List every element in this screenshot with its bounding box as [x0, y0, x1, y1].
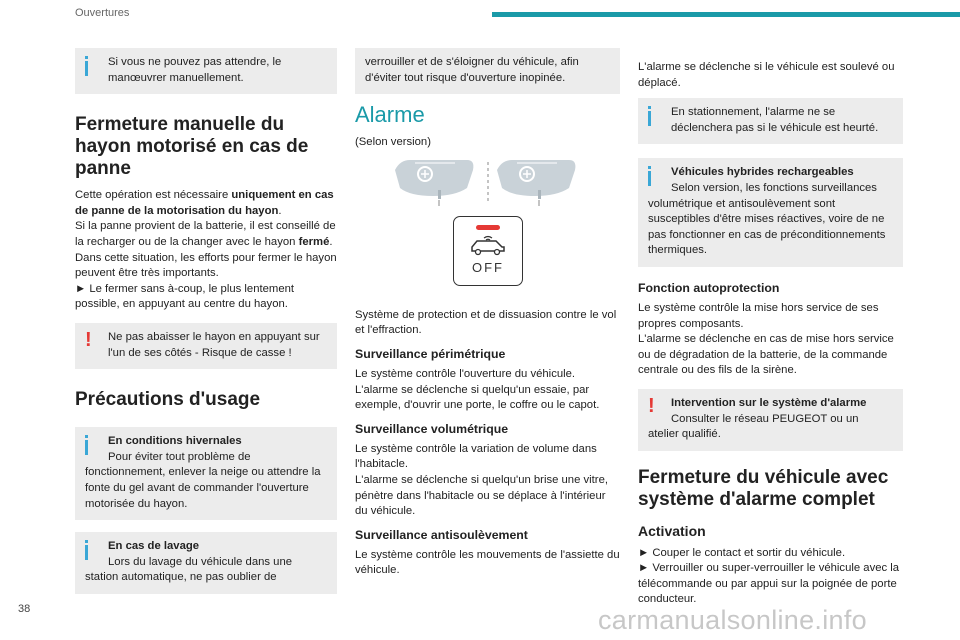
info-title: En conditions hivernales	[108, 435, 242, 448]
info-rest: fonctionnement, enlever la neige ou attendre la fonte du gel avant de commander l'ouverture motorisée du hayon.	[85, 466, 321, 510]
info-icon	[85, 540, 88, 560]
warning-rest: atelier qualifié.	[648, 428, 721, 441]
heading-manual-closing: Fermeture manuelle du hayon motorisé en cas de panne	[75, 114, 309, 180]
paragraph-volumetric	[355, 442, 620, 520]
heading-alarm: Alarme	[355, 102, 425, 128]
header-accent-bar	[492, 12, 960, 17]
text: Cette opération est nécessaire	[75, 189, 232, 202]
info-rest: station automatique, ne pas oublier de	[85, 571, 277, 584]
paragraph-selfprotection	[638, 301, 903, 379]
car-alarm-icon	[468, 235, 508, 257]
heading-locking: Fermeture du véhicule avec système d'alarme complet	[638, 466, 889, 510]
warning-icon: !	[85, 328, 92, 351]
info-box-washing	[75, 532, 337, 594]
info-text: verrouiller et de s'éloigner du véhicule, afin d'éviter tout risque d'ouverture inopinée.	[365, 56, 579, 84]
version-note: (Selon version)	[355, 136, 431, 149]
paragraph-protection: Système de protection et de dissuasion contre le vol et l'effraction.	[355, 308, 617, 337]
info-title: En cas de lavage	[108, 540, 200, 553]
heading-precautions: Précautions d'usage	[75, 389, 261, 411]
warning-line: Consulter le réseau PEUGEOT ou un	[671, 412, 859, 425]
info-icon	[85, 435, 88, 455]
alarm-illustration	[355, 158, 620, 286]
info-text: En stationnement, l'alarme ne se déclenchera pas si le véhicule est heurté.	[671, 106, 879, 134]
paragraph-lifted: L'alarme se déclenche si le véhicule est soulevé ou déplacé.	[638, 61, 895, 89]
paragraph-perimeter	[355, 367, 620, 414]
button-label: OFF	[472, 259, 504, 275]
text: .	[278, 204, 282, 217]
alarm-off-button-icon	[453, 216, 523, 286]
text: Le système contrôle la variation de volume dans l'habitacle.	[355, 442, 597, 471]
column-2	[355, 48, 620, 586]
subheading-perimeter: Surveillance périmétrique	[355, 346, 506, 361]
bold-text: fermé	[298, 235, 330, 248]
text: ► Le fermer sans à-coup, le plus lentement possible, en appuyant au centre du hayon.	[75, 282, 295, 311]
subheading-activation: Activation	[638, 522, 706, 539]
warning-box-tailgate	[75, 323, 337, 369]
page-number: 38	[18, 603, 31, 615]
info-line: Selon version, les fonctions surveillances	[671, 181, 877, 194]
info-box-hybrid	[638, 158, 903, 267]
info-icon	[648, 166, 651, 186]
bold-text: uniquement en cas de panne de la motorisation du hayon	[75, 189, 334, 217]
text: L'alarme se déclenche en cas de mise hors service ou de dégradation de la batterie, de la commande centrale ou des fils de la sirène.	[638, 333, 894, 377]
column-3	[638, 48, 903, 615]
subheading-antilift: Surveillance antisoulèvement	[355, 527, 528, 542]
step: ► Couper le contact et sortir du véhicule.	[638, 546, 846, 559]
warning-text: Ne pas abaisser le hayon en appuyant sur l'un de ses côtés - Risque de casse !	[108, 330, 320, 359]
info-box-continued	[355, 48, 620, 94]
text: L'alarme se déclenche si quelqu'un essaie, par exemple, d'ouvrir une porte, le coffre ou le capot.	[355, 383, 600, 412]
step: ► Verrouiller ou super-verrouiller le véhicule avec la télécommande ou par appui sur la poignée de porte conducteur.	[638, 562, 900, 606]
info-line: Lors du lavage du véhicule dans une	[108, 555, 293, 568]
watermark: carmanualsonline.info	[598, 605, 867, 635]
paragraph-steps	[638, 546, 903, 608]
info-line: Pour éviter tout problème de	[108, 450, 251, 463]
text: Dans cette situation, les efforts pour fermer le hayon peuvent être très importants.	[75, 251, 337, 280]
running-header: Ouvertures	[75, 7, 130, 19]
text: Le système contrôle la mise hors service de ses propres composants.	[638, 301, 879, 330]
info-rest: volumétrique et antisoulèvement sont susceptibles d'être mises réactives, voire de ne pas fonctionner en cas de préconditionnements thermiques.	[648, 197, 886, 257]
warning-box-intervention	[638, 389, 903, 451]
info-box-winter	[75, 427, 337, 520]
info-box-parking	[638, 98, 903, 144]
text: Le système contrôle l'ouverture du véhicule.	[355, 367, 576, 380]
subheading-volumetric: Surveillance volumétrique	[355, 421, 509, 436]
paragraph-necessity	[75, 188, 337, 313]
subheading-selfprotection: Fonction autoprotection	[638, 280, 780, 295]
column-1	[75, 48, 337, 604]
info-icon	[85, 56, 88, 76]
warning-icon: !	[648, 394, 655, 417]
led-indicator	[476, 225, 500, 230]
text: L'alarme se déclenche si quelqu'un brise une vitre, pénètre dans l'habitacle ou se déplace à l'intérieur du véhicule.	[355, 473, 608, 518]
info-icon	[648, 106, 651, 126]
text: .	[329, 235, 333, 248]
warning-title: Intervention sur le système d'alarme	[671, 396, 867, 409]
info-box-manual	[75, 48, 337, 94]
info-title: Véhicules hybrides rechargeables	[671, 166, 854, 179]
paragraph-antilift: Le système contrôle les mouvements de l'assiette du véhicule.	[355, 548, 620, 577]
info-text: Si vous ne pouvez pas attendre, le manœuvrer manuellement.	[108, 56, 282, 84]
text: Si la panne provient de la batterie, il est conseillé de la recharger ou de la changer avec le hayon	[75, 220, 336, 248]
